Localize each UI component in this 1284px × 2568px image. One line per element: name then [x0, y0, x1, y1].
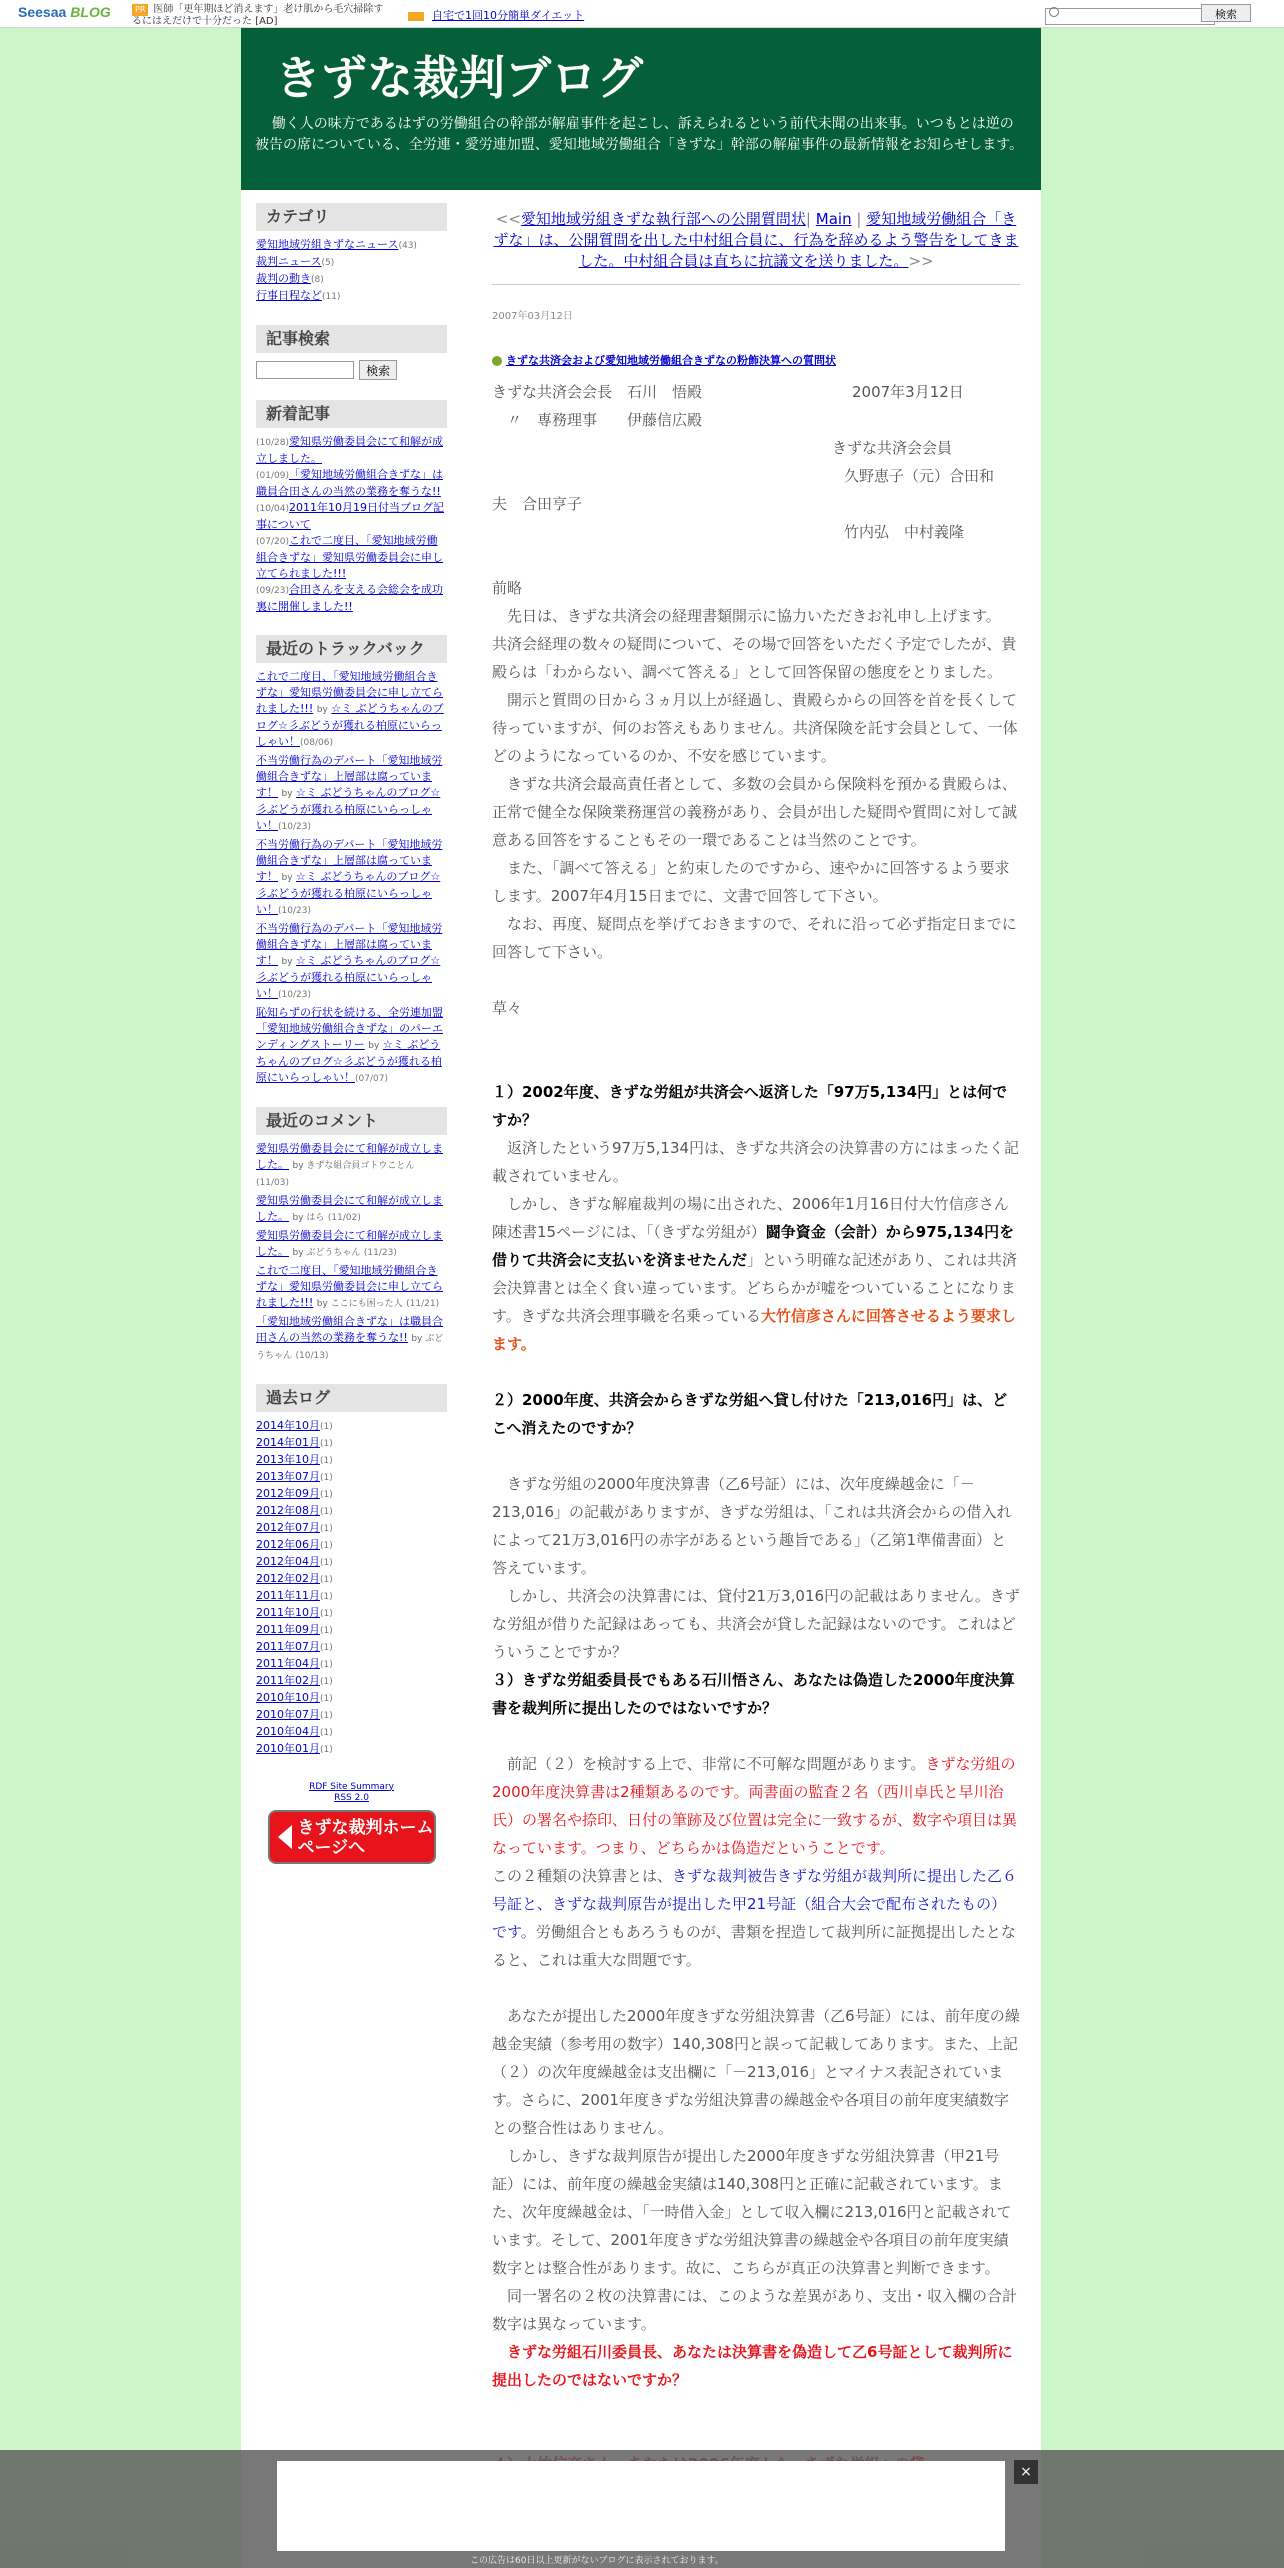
- paragraph: あなたが提出した2000年度きずな労組決算書（乙6号証）には、前年度の繰越金実績（参考用の数字）140,308円と誤って記載してあります。また、上記（２）の次年度繰越金は支出欄に「－213,016」とマイナス表記されています。さらに、2001年度きずな労組決算書の繰越金や各項目の前年度実績数字との整合性はありません。: [492, 2007, 1020, 2137]
- paragraph: 返済したという97万5,134円は、きずな共済会の決算書の方にはまったく記載されていません。: [492, 1139, 1020, 1185]
- spacer: [492, 1722, 1020, 1750]
- main-content: [492, 209, 1020, 2478]
- category-count: (8): [311, 275, 324, 285]
- trackback-list: [256, 669, 447, 1087]
- paragraph: 先日は、きずな共済会の経理書類開示に協力いただきお礼申し上げます。: [492, 607, 1001, 625]
- archive-count: (1): [320, 1557, 333, 1568]
- ad-frame[interactable]: [277, 2461, 1005, 2551]
- recent-link[interactable]: 合田さんを支える会総会を成功裏に開催しました!!: [256, 582, 443, 613]
- rdf-link[interactable]: RDF Site Summary: [309, 1781, 394, 1792]
- archive-count: (1): [320, 1608, 333, 1619]
- spacer: [492, 1050, 1020, 1078]
- text: 前記（２）を検討する上で、非常に不可解な問題があります。: [492, 1755, 926, 1773]
- archive-link[interactable]: 2011年07月: [256, 1639, 320, 1653]
- trackback-by: by: [281, 872, 293, 883]
- archive-item: [256, 1741, 447, 1758]
- archive-item: [256, 1571, 447, 1588]
- archive-link[interactable]: 2010年04月: [256, 1724, 320, 1738]
- top-search-button[interactable]: 検索: [1201, 4, 1251, 22]
- sender-line: きずな共済会会員: [832, 439, 953, 457]
- archive-item: [256, 1486, 447, 1503]
- top-ad-link-2[interactable]: [408, 7, 584, 23]
- recent-link[interactable]: 2011年10月19日付当ブログ記事について: [256, 500, 444, 531]
- trackback-item: [256, 669, 447, 751]
- comment-date: (11/02): [327, 1212, 361, 1223]
- category-link[interactable]: 行事日程など: [256, 289, 322, 302]
- archive-count: (1): [320, 1625, 333, 1636]
- category-link[interactable]: 裁判の動き: [256, 272, 311, 285]
- sidebar-search-button[interactable]: 検索: [359, 360, 397, 380]
- prev-mark: <<: [495, 210, 521, 228]
- spacer: [492, 2422, 1020, 2450]
- archive-item: [256, 1503, 447, 1520]
- archive-link[interactable]: 2011年10月: [256, 1605, 320, 1619]
- paragraph: [492, 1862, 1020, 1974]
- recent-date: (07/20): [256, 536, 289, 547]
- question-heading-3: ３）きずな労組委員長でもある石川悟さん、あなたは偽造した2000年度決算書を裁判所に提出したのではないですか？: [492, 1671, 1015, 1717]
- closing: 草々: [492, 999, 523, 1017]
- entry-pager: [492, 209, 1020, 285]
- spacer: [492, 546, 1020, 574]
- category-item: [256, 254, 447, 271]
- comment-link[interactable]: 愛知県労働委員会にて和解が成立しました。: [256, 1193, 443, 1223]
- archive-link[interactable]: 2010年10月: [256, 1690, 320, 1704]
- paragraph: 同一署名の２枚の決算書には、このような差異があり、支出・収入欄の合計数字は異なっています。: [492, 2287, 1018, 2333]
- archive-item: [256, 1537, 447, 1554]
- trackback-item: [256, 753, 447, 835]
- emphasis: 闘争資金（会計）から975,134円を借りて共済会に支払いを済ませたんだ: [492, 1223, 1015, 1269]
- comment-link[interactable]: 愛知県労働委員会にて和解が成立しました。: [256, 1141, 443, 1171]
- spacer: [492, 1442, 1020, 1470]
- recent-link[interactable]: 愛知県労働委員会にて和解が成立しました。: [256, 434, 443, 465]
- comment-link[interactable]: これで二度目、「愛知地域労働組合きずな」愛知県労働委員会に申し立てられました!!!: [256, 1263, 443, 1309]
- archive-count: (1): [320, 1438, 333, 1449]
- next-entry-link[interactable]: 愛知地域労働組合「きずな」は、公開質問を出した中村組合員に、行為を辞めるよう警告をしてきました。中村組合員は直ちに抗議文を送りました。: [493, 210, 1019, 270]
- archive-count: (1): [320, 1676, 333, 1687]
- comment-by: by ぶどうちゃん: [292, 1247, 361, 1258]
- comment-date: (11/21): [406, 1298, 440, 1309]
- archive-link[interactable]: 2013年10月: [256, 1452, 320, 1466]
- trackback-item: [256, 837, 447, 919]
- recent-date: (09/23): [256, 585, 289, 596]
- recent-date: (01/09): [256, 470, 289, 481]
- category-link[interactable]: 愛知地域労組きずなニュース: [256, 238, 399, 251]
- archive-link[interactable]: 2010年07月: [256, 1707, 320, 1721]
- comment-by: by はら: [292, 1212, 325, 1223]
- comment-by: by きずな組合員ゴトウことん: [292, 1160, 415, 1171]
- paragraph: また、「調べて答える」と約束したのですから、速やかに回答するよう要求します。2007年4月15日までに、文書で回答して下さい。: [492, 859, 1010, 905]
- top-search: [1045, 4, 1237, 25]
- homepage-button-label: きずな裁判ホームページへ: [297, 1817, 434, 1858]
- trackback-by: by: [316, 704, 328, 715]
- archive-count: (1): [320, 1642, 333, 1653]
- categories-heading: カテゴリ: [256, 203, 447, 231]
- comment-date: (11/23): [363, 1247, 397, 1258]
- recent-item: [256, 500, 447, 533]
- arrow-left-icon: [278, 1825, 292, 1849]
- text: 労働組合ともあろうものが、書類を捏造して裁判所に証拠提出したとなると、これは重大な問題です。: [492, 1923, 1016, 1969]
- recent-link[interactable]: 「愛知地域労働組合きずな」は職員合田さんの当然の業務を奪うな!!: [256, 467, 443, 498]
- top-ad-text-2[interactable]: 自宅で1回10分簡単ダイエット: [432, 9, 585, 22]
- archive-item: [256, 1690, 447, 1707]
- bullet-icon: [492, 356, 502, 366]
- archive-item: [256, 1656, 447, 1673]
- emphasis-red: きずな労組の2000年度決算書は2種類あるのです。両書面の監査２名（西川卓氏と早川治氏）の署名や捺印、日付の筆跡及び位置は完全に一致するが、数字や項目は異なっています。つまり、どちらかは偽造だということです。: [492, 1755, 1018, 1857]
- spacer: [492, 966, 1020, 994]
- question-heading-2: ２）2000年度、共済会からきずな労組へ貸し付けた「213,016円」は、どこへ消えたのですか？: [492, 1391, 1008, 1437]
- spacer: [492, 2394, 1020, 2422]
- archive-item: [256, 1469, 447, 1486]
- emphasis-blue: きずな裁判被告きずな労組が裁判所に提出した乙６号証と、きずな裁判原告が提出した甲21号証（組合大会で配布されたもの）です。: [492, 1867, 1018, 1941]
- paragraph: 前略: [492, 579, 523, 597]
- trackback-link[interactable]: これで二度目、「愛知地域労働組合きずな」愛知県労働委員会に申し立てられました!!!: [256, 669, 443, 715]
- category-count: (43): [398, 241, 417, 251]
- ad-pr-badge: PR: [132, 4, 148, 16]
- comment-item: [256, 1193, 447, 1226]
- emphasis-orange: 大竹信彦さんに回答させるよう要求します。: [492, 1307, 1016, 1353]
- archive-link[interactable]: 2013年07月: [256, 1469, 320, 1483]
- archive-link[interactable]: 2014年01月: [256, 1435, 320, 1449]
- recent-heading: 新着記事: [256, 400, 447, 428]
- category-item: [256, 288, 447, 305]
- entry-date: 2007年03月12日: [492, 311, 573, 322]
- entry-title: [492, 352, 1020, 368]
- archive-count: (1): [320, 1591, 333, 1602]
- category-item: [256, 237, 447, 254]
- recent-date: (10/28): [256, 437, 289, 448]
- archive-count: (1): [320, 1710, 333, 1721]
- entry-body: [492, 378, 1020, 2478]
- paragraph: なお、再度、疑問点を挙げておきますので、それに沿って必ず指定日までに回答して下さい。: [492, 915, 1017, 961]
- archive-count: (1): [320, 1455, 333, 1466]
- trackback-source-link[interactable]: ☆ミ ぶどうちゃんのブログ☆彡ぶどうが獲れる柏原にいらっしゃい！: [256, 785, 441, 832]
- categories-list: [256, 237, 447, 305]
- pager-sep: |: [856, 210, 862, 228]
- category-link[interactable]: 裁判ニュース: [256, 255, 322, 268]
- recent-item: [256, 467, 447, 500]
- sender-line: 久野恵子（元）合田和: [844, 467, 995, 485]
- trackback-link[interactable]: 不当労働行為のデパート「愛知地域労働組合きずな」上層部は腐っています！: [256, 921, 443, 967]
- text: しかし、きずな解雇裁判の場に出された、2006年1月16日付大竹信彦さん陳述書15ページには、「（きずな労組が）: [492, 1195, 1009, 1241]
- paragraph: しかし、共済会の決算書には、貸付21万3,016円の記載はありません。きずな労組が借りた記録はあっても、共済会が貸した記録はないのです。これはどういうことですか？: [492, 1587, 1020, 1661]
- recent-item: [256, 434, 447, 467]
- trackback-source-link[interactable]: ☆ミ ぶどうちゃんのブログ☆彡ぶどうが獲れる柏原にいらっしゃい！: [256, 701, 444, 748]
- comments-list: [256, 1141, 447, 1364]
- archive-count: (1): [320, 1523, 333, 1534]
- archive-count: (1): [320, 1727, 333, 1738]
- archive-count: (1): [320, 1744, 333, 1755]
- trackback-item: [256, 1005, 447, 1087]
- trackback-by: by: [368, 1040, 380, 1051]
- blog-title[interactable]: きずな裁判ブログ: [275, 51, 643, 105]
- sidebar-search-input[interactable]: [256, 361, 354, 379]
- archive-item: [256, 1639, 447, 1656]
- archive-link[interactable]: 2014年10月: [256, 1418, 320, 1432]
- paragraph: きずな共済会最高責任者として、多数の会員から保険料を預かる貴殿らは、正常で健全な保険業務運営の義務があり、会員が出した疑問や質問に対して誠意ある回答をすることもその一環であることは当然のことです。: [492, 775, 1018, 849]
- archive-item: [256, 1724, 447, 1741]
- paragraph: きずな労組の2000年度決算書（乙6号証）には、次年度繰越金に「－213,016」の記載がありますが、きずな労組は、「これは共済会からの借入れによって21万3,016円の赤字があるという趣旨である」（乙第1準備書面）と答えています。: [492, 1475, 1012, 1577]
- comment-link[interactable]: 「愛知地域労働組合きずな」は職員合田さんの当然の業務を奪うな!!: [256, 1314, 443, 1344]
- seesaa-blog-logo[interactable]: [18, 4, 111, 20]
- archive-item: [256, 1452, 447, 1469]
- archive-count: (1): [320, 1659, 333, 1670]
- archive-item: [256, 1418, 447, 1435]
- trackback-date: (10/23): [278, 821, 311, 832]
- archive-count: (1): [320, 1421, 333, 1432]
- archive-link[interactable]: 2012年06月: [256, 1537, 320, 1551]
- paragraph: [492, 1750, 1020, 1862]
- archive-link[interactable]: 2012年08月: [256, 1503, 320, 1517]
- paragraph: [492, 1190, 1020, 1358]
- archive-item: [256, 1673, 447, 1690]
- trackback-date: (10/23): [278, 905, 311, 916]
- trackback-by: by: [281, 788, 293, 799]
- trackback-link[interactable]: 不当労働行為のデパート「愛知地域労働組合きずな」上層部は腐っています！: [256, 837, 443, 883]
- comment-date: (11/03): [256, 1177, 289, 1188]
- archive-heading: 過去ログ: [256, 1384, 447, 1412]
- comment-by: by ぶどうちゃん: [256, 1333, 444, 1361]
- recent-item: [256, 582, 447, 615]
- brand-sub: BLOG: [70, 4, 111, 20]
- top-bar: [0, 0, 1284, 28]
- archive-count: (1): [320, 1540, 333, 1551]
- paragraph: 共済会経理の数々の疑問について、その場で回答をいただく予定でしたが、貴殿らは「わからない、調べて答える」として回答保留の態度をとりました。: [492, 635, 1017, 681]
- rss-link[interactable]: RSS 2.0: [334, 1792, 369, 1803]
- comment-item: [256, 1263, 447, 1312]
- spacer: [492, 1974, 1020, 2002]
- trackback-date: (07/07): [355, 1073, 388, 1084]
- archive-link[interactable]: 2012年09月: [256, 1486, 320, 1500]
- archive-item: [256, 1554, 447, 1571]
- close-icon[interactable]: ×: [1014, 2460, 1038, 2484]
- archive-link[interactable]: 2010年01月: [256, 1741, 320, 1755]
- sender-line: 夫 合田亨子: [492, 495, 583, 513]
- trackback-source-link[interactable]: ☆ミ ぶどうちゃんのブログ☆彡ぶどうが獲れる柏原にいらっしゃい！: [256, 869, 441, 916]
- feed-links: [256, 1782, 447, 1804]
- archive-link[interactable]: 2012年04月: [256, 1554, 320, 1568]
- comment-item: [256, 1228, 447, 1261]
- next-mark: >>: [908, 252, 934, 270]
- text: この２種類の決算書とは、: [492, 1867, 673, 1885]
- pager-sep: |: [805, 210, 811, 228]
- search-heading: 記事検索: [256, 325, 447, 353]
- spacer: [492, 1022, 1020, 1050]
- trackback-date: (10/23): [278, 989, 311, 1000]
- emphasis-red-bold: きずな労組石川委員長、あなたは決算書を偽造して乙6号証として裁判所に提出したのではないですか？: [492, 2343, 1013, 2389]
- top-ad-link[interactable]: [132, 4, 392, 28]
- archive-item: [256, 1605, 447, 1622]
- entry-title-link[interactable]: きずな共済会および愛知地域労働組合きずなの粉飾決算への質問状: [506, 354, 836, 367]
- archive-count: (1): [320, 1472, 333, 1483]
- addressee-line: きずな共済会会長 石川 悟殿 2007年3月12日: [492, 383, 964, 401]
- archive-link[interactable]: 2011年11月: [256, 1588, 320, 1602]
- archive-link[interactable]: 2012年02月: [256, 1571, 320, 1585]
- top-search-input[interactable]: [1045, 8, 1215, 25]
- ad-icon: [408, 12, 424, 21]
- addressee-line: 〃 専務理事 伊藤信広殿: [492, 411, 703, 429]
- category-item: [256, 271, 447, 288]
- trackback-source-link[interactable]: ☆ミ ぶどうちゃんのブログ☆彡ぶどうが獲れる柏原にいらっしゃい！: [256, 953, 441, 1000]
- archive-item: [256, 1622, 447, 1639]
- archive-item: [256, 1707, 447, 1724]
- archive-link[interactable]: 2011年09月: [256, 1622, 320, 1636]
- bottom-ad-overlay: [0, 2450, 1284, 2568]
- comment-item: [256, 1141, 447, 1191]
- homepage-button[interactable]: [268, 1810, 436, 1864]
- comment-by: by ここにも困った人: [316, 1298, 403, 1309]
- recent-link[interactable]: これで二度目、「愛知地域労働組合きずな」愛知県労働委員会に申し立てられました!!!: [256, 533, 443, 580]
- paragraph: しかし、きずな裁判原告が提出した2000年度きずな労組決算書（甲21号証）には、前年度の繰越金実績は140,308円と正確に記載されています。また、次年度繰越金は、「一時借入金」として収入欄に213,016円と記載されています。そして、2001年度きずな労組決算書の繰越金や各項目の前年度実績数字とは整合性があります。故に、こちらが真正の決算書と判断できます。: [492, 2147, 1012, 2277]
- brand-name: Seesaa: [18, 4, 67, 20]
- archive-item: [256, 1435, 447, 1452]
- archive-link[interactable]: 2012年07月: [256, 1520, 320, 1534]
- recent-date: (10/04): [256, 503, 289, 514]
- sidebar: [256, 203, 447, 1864]
- archive-count: (1): [320, 1574, 333, 1585]
- top-ad-text: 医師「更年期ほど消えます」老け肌から毛穴掃除するにはえだけで十分だった [AD]: [132, 4, 384, 27]
- trackback-by: by: [281, 956, 293, 967]
- trackback-link[interactable]: 不当労働行為のデパート「愛知地域労働組合きずな」上層部は腐っています！: [256, 753, 443, 799]
- archive-count: (1): [320, 1693, 333, 1704]
- category-count: (5): [321, 258, 335, 268]
- archive-link[interactable]: 2011年04月: [256, 1656, 320, 1670]
- trackback-link[interactable]: 恥知らずの行状を続ける、全労連加盟「愛知地域労働組合きずな」のパーエンディングストーリー: [256, 1005, 443, 1051]
- archive-item: [256, 1520, 447, 1537]
- comment-date: (10/13): [295, 1350, 329, 1361]
- recent-list: [256, 434, 447, 615]
- trackback-date: (08/06): [300, 737, 333, 748]
- category-count: (11): [322, 292, 341, 302]
- comment-link[interactable]: 愛知県労働委員会にて和解が成立しました。: [256, 1228, 443, 1258]
- blog-header: [241, 28, 1041, 190]
- text: 」という明確な記述があり、これは共済会決算書とは全く食い違っています。どちらかが嘘をついていることになります。きずな共済会理事職を名乗っている: [492, 1251, 1018, 1325]
- sender-line: 竹内弘 中村義隆: [844, 523, 965, 541]
- blog-description: 働く人の味方であるはずの労働組合の幹部が解雇事件を起こし、訴えられるという前代未聞の出来事。いつもとは逆の被告の席についている、全労連・愛労連加盟、愛知地域労働組合「きずな」幹部の解雇事件の最新情報をお知らせします。: [255, 116, 1024, 153]
- trackback-heading: 最近のトラックバック: [256, 635, 447, 663]
- archive-count: (1): [320, 1506, 333, 1517]
- spacer: [492, 1358, 1020, 1386]
- question-heading-1: １）2002年度、きずな労組が共済会へ返済した「97万5,134円」とは何ですか？: [492, 1083, 1008, 1129]
- archive-link[interactable]: 2011年02月: [256, 1673, 320, 1687]
- sidebar-search: [256, 359, 447, 380]
- archive-list: [256, 1418, 447, 1758]
- trackback-source-link[interactable]: ☆ミ ぶどうちゃんのブログ☆彡ぶどうが獲れる柏原にいらっしゃい！: [256, 1037, 442, 1084]
- trackback-item: [256, 921, 447, 1003]
- archive-item: [256, 1588, 447, 1605]
- ad-note: この広告は60日以上更新がないブログに表示されております。: [470, 2556, 724, 2566]
- main-link[interactable]: Main: [815, 210, 852, 228]
- archive-count: (1): [320, 1489, 333, 1500]
- recent-item: [256, 533, 447, 582]
- prev-entry-link[interactable]: 愛知地域労組きずな執行部への公開質問状: [520, 210, 806, 228]
- comment-item: [256, 1314, 447, 1364]
- search-icon: [1049, 7, 1059, 17]
- comments-heading: 最近のコメント: [256, 1107, 447, 1135]
- paragraph: 開示と質問の日から３ヵ月以上が経過し、貴殿らからの回答を首を長くして待っていますが、何のお答えもありません。共済保険を託す会員として、一体どのようになっているのか、不安を感じています。: [492, 691, 1018, 765]
- page: [241, 28, 1041, 2568]
